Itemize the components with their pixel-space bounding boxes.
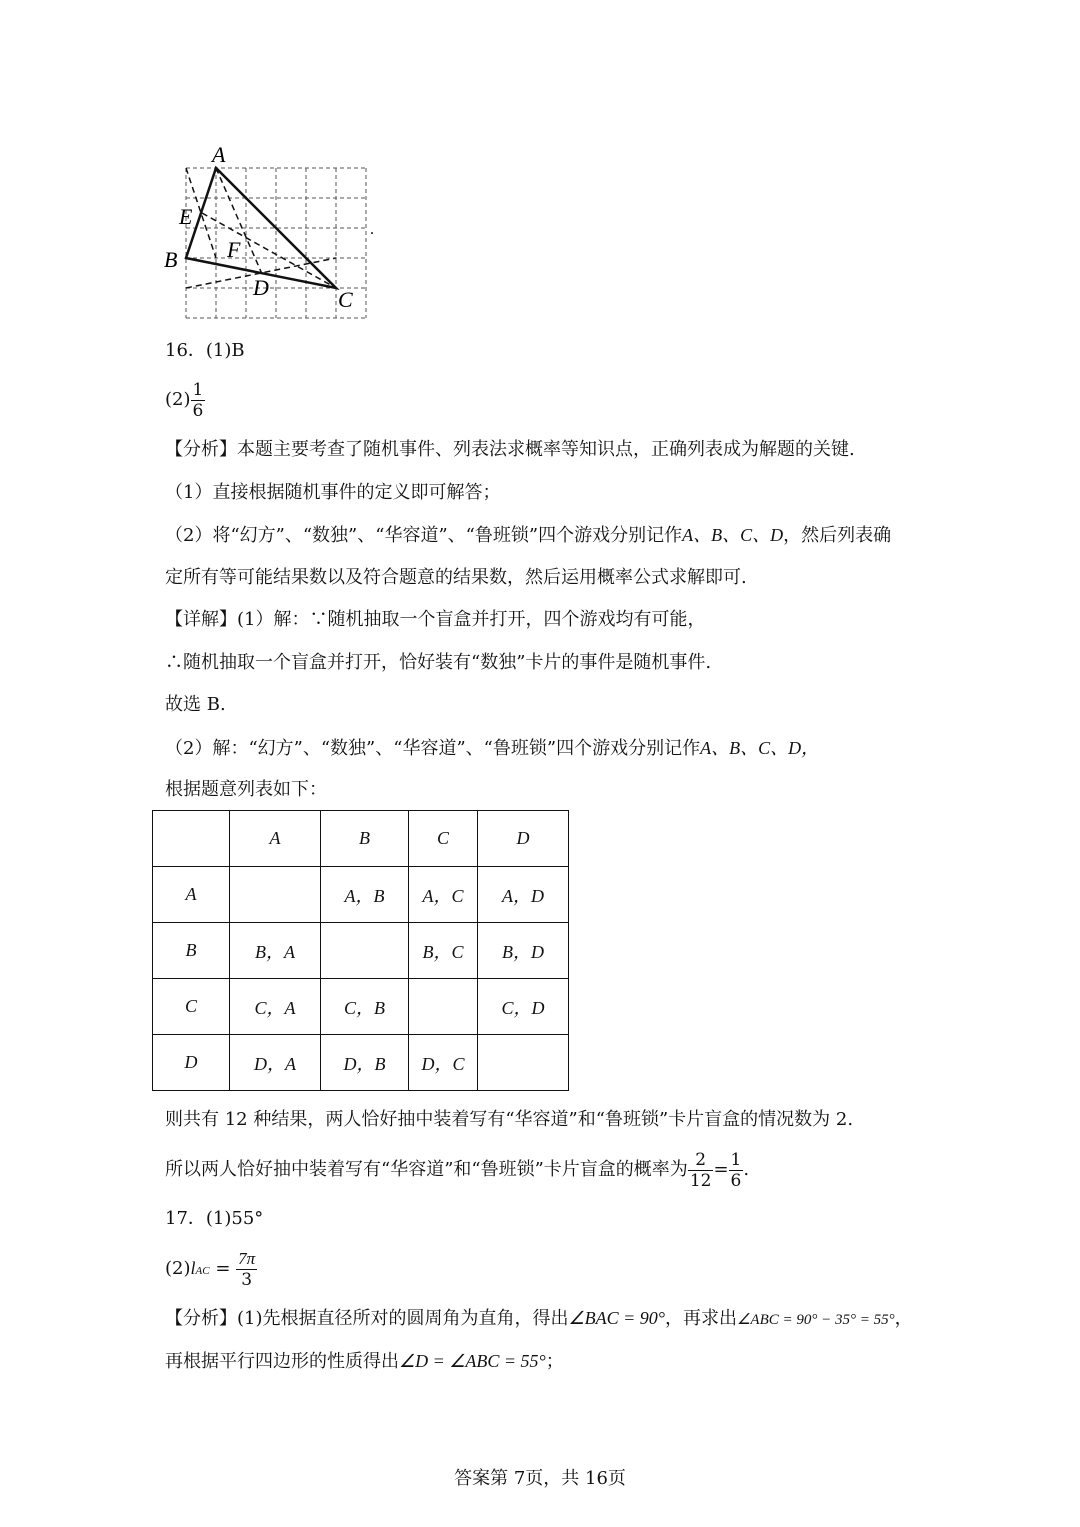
table-cell: B，A	[230, 923, 321, 979]
table-row	[153, 1035, 569, 1091]
q16-analysis: 【分析】本题主要考查了随机事件、列表法求概率等知识点，正确列表成为解题的关键.	[165, 439, 855, 460]
table-cell: A	[153, 867, 230, 923]
q16-step-2-text-a: （2）将“幻方”、“数独”、“华容道”、“鲁班锁”四个游戏分别记作	[165, 525, 683, 546]
q16-choice: 故选 B.	[165, 694, 226, 715]
table-cell: A，B	[321, 867, 409, 923]
table-row	[153, 923, 569, 979]
table-cell: C	[409, 811, 478, 867]
q17-ans2-fraction	[236, 1249, 257, 1290]
table-row	[153, 979, 569, 1035]
table-cell: D	[153, 1035, 230, 1091]
q17-ans2-sub: AC	[195, 1265, 210, 1277]
trailing-dot: .	[370, 221, 374, 238]
q16-prob-text: 所以两人恰好抽中装着写有“华容道”和“鲁班锁”卡片盲盒的概率为	[165, 1159, 688, 1180]
q17-ans2-num: 7π	[238, 1248, 256, 1268]
q16-detail-3	[165, 736, 819, 761]
table-cell: D，C	[409, 1035, 478, 1091]
table-cell: A，C	[409, 867, 478, 923]
q16-prob-den-1: 12	[689, 1170, 712, 1191]
q17-analysis-c: ，再求出	[664, 1308, 737, 1329]
q17-angle-d: ∠D = ∠ABC = 55°	[399, 1351, 546, 1371]
q16-result: 则共有 12 种结果，两人恰好抽中装着写有“华容道”和“鲁班锁”卡片盲盒的情况数为 2.	[165, 1109, 854, 1130]
table-cell: B，D	[478, 923, 569, 979]
q17-analysis-line-2	[165, 1349, 564, 1374]
q16-prob-eq: =	[713, 1159, 729, 1180]
table-cell: D，B	[321, 1035, 409, 1091]
table-cell: D	[478, 811, 569, 867]
geometry-figure	[160, 140, 390, 325]
q16-answer-1: 16．(1)B	[165, 340, 245, 361]
label-c: C	[338, 287, 353, 312]
q17-ans2-eq: =	[215, 1258, 231, 1279]
q16-answer-2-fraction	[191, 380, 206, 421]
q16-prob-fraction-1	[688, 1150, 714, 1191]
table-cell	[153, 811, 230, 867]
q17-ans2-prefix: (2)	[165, 1258, 191, 1279]
q16-table-intro: 根据题意列表如下：	[165, 779, 327, 800]
q16-detail-3-text: （2）解：“幻方”、“数独”、“华容道”、“鲁班锁”四个游戏分别记作	[165, 738, 701, 759]
label-d: D	[253, 275, 269, 300]
q16-ans2-num: 1	[192, 379, 204, 400]
q16-step-2-vars: A、B、C、D	[682, 525, 784, 545]
q16-detail-3-vars: A、B、C、D，	[700, 738, 820, 758]
table-cell: C，A	[230, 979, 321, 1035]
table-cell	[478, 1035, 569, 1091]
q16-step-1: （1）直接根据随机事件的定义即可解答；	[165, 482, 501, 503]
table-row	[153, 811, 569, 867]
q16-answer-2	[165, 378, 205, 422]
table-cell: C	[153, 979, 230, 1035]
q16-probability	[165, 1146, 749, 1194]
q17-ans2-den: 3	[241, 1269, 253, 1290]
q17-analysis-a: 【分析】(1)先根据直径所对的圆周角为直角，得出	[165, 1308, 569, 1329]
table-cell: B	[153, 923, 230, 979]
q17-line2-c: ；	[545, 1351, 564, 1372]
q16-detail-1: 【详解】(1）解：∵随机抽取一个盲盒并打开，四个游戏均有可能，	[165, 609, 706, 630]
table-cell: C，B	[321, 979, 409, 1035]
q16-step-2	[165, 523, 891, 548]
table-cell: C，D	[478, 979, 569, 1035]
table-cell: A，D	[478, 867, 569, 923]
q17-analysis	[165, 1306, 913, 1332]
label-a: A	[212, 142, 226, 167]
q17-answer-1: 17．(1)55°	[165, 1208, 264, 1229]
q16-prob-end: .	[743, 1159, 750, 1180]
q17-ans2-l: l	[190, 1258, 196, 1278]
q17-angle-abc: ∠ABC = 90° − 35° = 55°	[736, 1312, 895, 1328]
table-cell: B，C	[409, 923, 478, 979]
table-cell: B	[321, 811, 409, 867]
label-e: E	[179, 204, 193, 229]
q17-line2-a: 再根据平行四边形的性质得出	[165, 1351, 399, 1372]
table-cell: D，A	[230, 1035, 321, 1091]
q17-angle-bac: ∠BAC = 90°	[568, 1308, 665, 1328]
q16-prob-den-2: 6	[730, 1170, 742, 1191]
q16-detail-2: ∴随机抽取一个盲盒并打开，恰好装有“数独”卡片的事件是随机事件.	[165, 652, 712, 673]
label-f: F	[227, 237, 241, 262]
page-footer: 答案第 7页，共 16页	[454, 1468, 626, 1489]
label-b: B	[164, 247, 178, 272]
table-cell	[230, 867, 321, 923]
table-row	[153, 867, 569, 923]
q17-answer-2	[165, 1245, 257, 1294]
q16-step-2-cont: 定所有等可能结果数以及符合题意的结果数，然后运用概率公式求解即可.	[165, 567, 747, 588]
q16-prob-num-2: 1	[730, 1149, 742, 1170]
q16-answer-2-prefix: (2)	[165, 389, 191, 410]
q17-analysis-e: ，	[894, 1308, 913, 1329]
q16-prob-num-1: 2	[688, 1150, 714, 1171]
q16-prob-fraction-2	[729, 1150, 744, 1191]
q16-ans2-den: 6	[192, 400, 204, 421]
table-cell	[321, 923, 409, 979]
outcome-table	[152, 810, 569, 1091]
q16-step-2-text-b: ，然后列表确	[783, 525, 892, 546]
table-cell: A	[230, 811, 321, 867]
table-cell	[409, 979, 478, 1035]
